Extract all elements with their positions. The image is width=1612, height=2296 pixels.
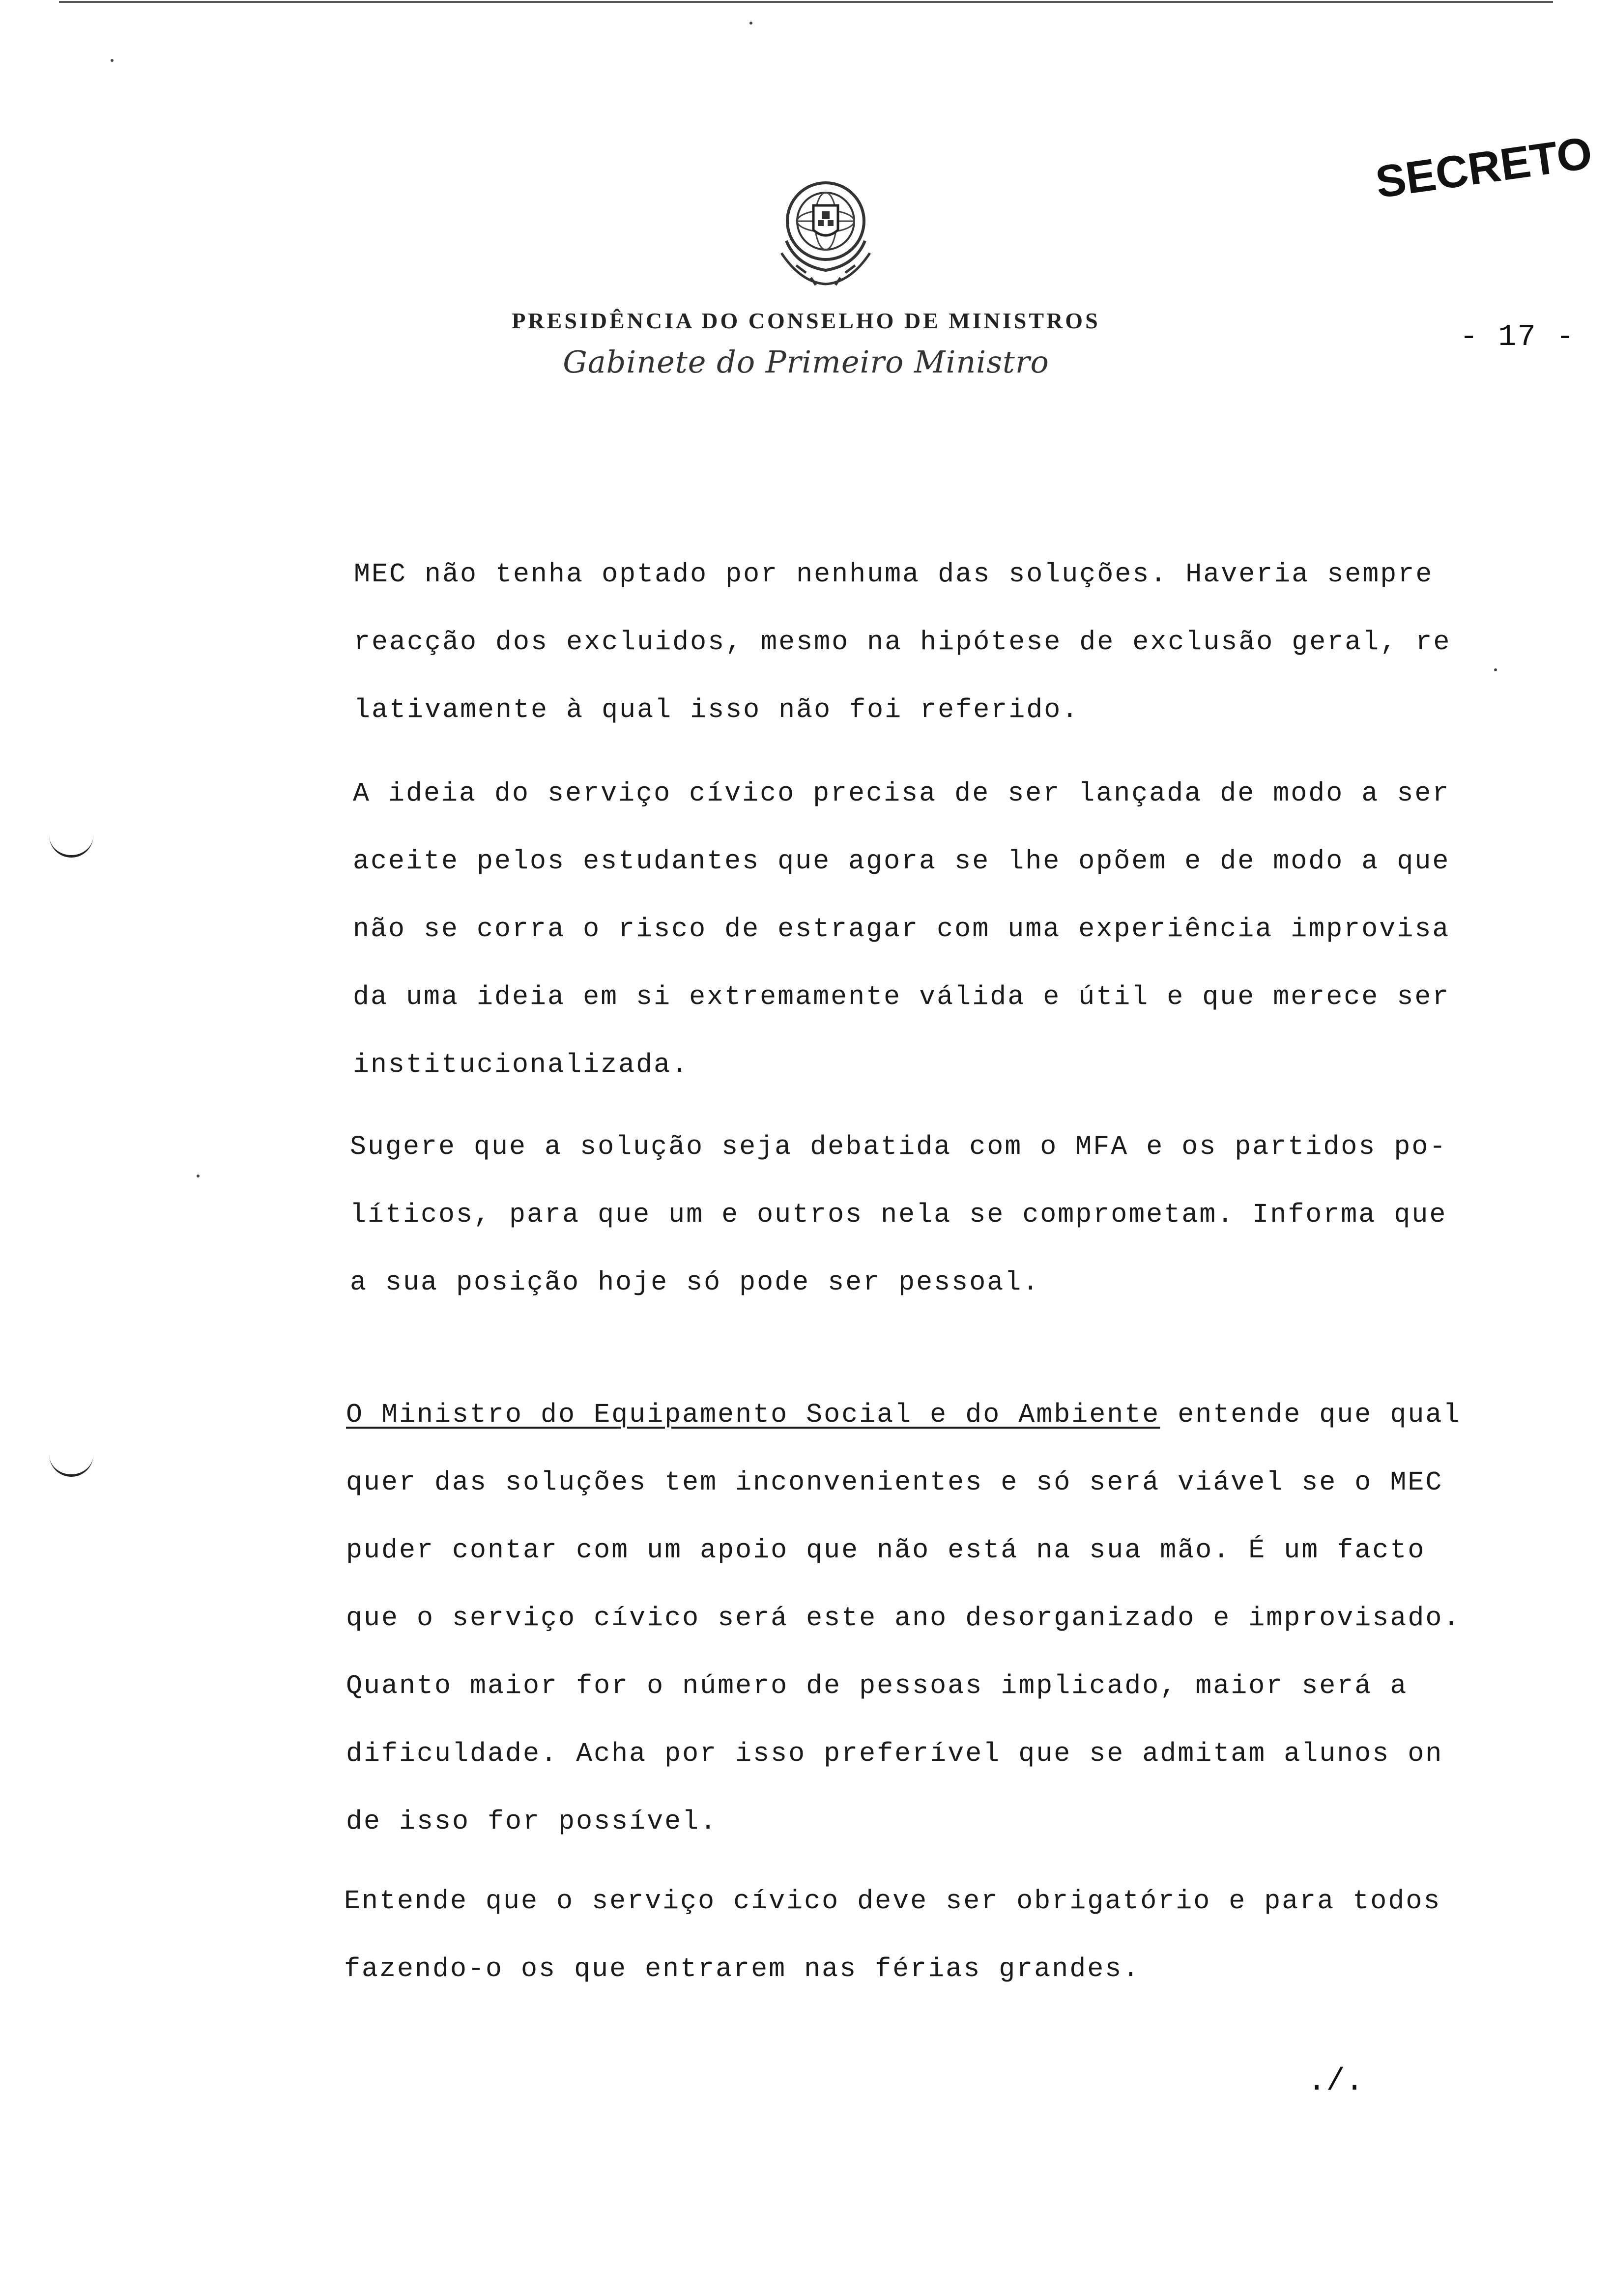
paragraph xyxy=(353,760,1450,1099)
text-line: lativamente à qual isso não foi referido. xyxy=(354,694,1080,725)
text-line: reacção dos excluidos, mesmo na hipótese de exclusão geral, re xyxy=(354,627,1451,658)
text-line: não se corra o risco de estragar com uma experiência improvisa xyxy=(353,914,1450,945)
speaker-name: O Ministro do Equipamento Social e do Ambiente xyxy=(346,1399,1160,1430)
paragraph xyxy=(354,541,1451,744)
text-line: Entende que o serviço cívico deve ser obrigatório e para todos xyxy=(344,1886,1441,1917)
text-line: a sua posição hoje só pode ser pessoal. xyxy=(350,1267,1040,1298)
text-line: dificuldade. Acha por isso preferível que se admitam alunos on xyxy=(346,1738,1443,1769)
text-fragment: entende que qual xyxy=(1160,1399,1461,1430)
scan-speck xyxy=(749,22,752,25)
scan-speck xyxy=(111,59,114,62)
office-subtitle: Gabinete do Primeiro Ministro xyxy=(563,344,1049,380)
top-border-line xyxy=(59,1,1553,3)
text-line: fazendo-o os que entrarem nas férias grandes. xyxy=(344,1953,1141,1984)
text-line: líticos, para que um e outros nela se comprometam. Informa que xyxy=(350,1199,1447,1230)
paragraph xyxy=(346,1381,1461,1856)
secret-stamp: SECRETO xyxy=(1372,127,1595,208)
text-line: Sugere que a solução seja debatida com o MFA e os partidos po- xyxy=(350,1131,1447,1162)
text-line: que o serviço cívico será este ano desorganizado e improvisado. xyxy=(346,1603,1461,1634)
text-line: aceite pelos estudantes que agora se lhe opõem e de modo a que xyxy=(353,846,1450,877)
margin-mark xyxy=(49,835,93,858)
text-line xyxy=(346,1381,1461,1449)
text-line: quer das soluções tem inconvenientes e só será viável se o MEC xyxy=(346,1467,1443,1498)
text-line: MEC não tenha optado por nenhuma das soluções. Haveria sempre xyxy=(354,559,1434,590)
coat-of-arms-emblem xyxy=(767,167,885,295)
scan-speck xyxy=(1494,668,1497,671)
page-number: - 17 - xyxy=(1460,319,1576,354)
text-line: puder contar com um apoio que não está na sua mão. É um facto xyxy=(346,1535,1426,1566)
text-line: institucionalizada. xyxy=(353,1049,690,1080)
paragraph xyxy=(344,1867,1441,2003)
text-line: Quanto maior for o número de pessoas implicado, maior será a xyxy=(346,1670,1408,1701)
paragraph xyxy=(350,1113,1447,1317)
margin-mark xyxy=(49,1455,93,1477)
institution-title: PRESIDÊNCIA DO CONSELHO DE MINISTROS xyxy=(512,308,1100,333)
continuation-mark: ./. xyxy=(1307,2064,1364,2099)
text-line: A ideia do serviço cívico precisa de ser lançada de modo a ser xyxy=(353,778,1450,809)
scan-speck xyxy=(197,1175,200,1177)
text-line: da uma ideia em si extremamente válida e útil e que merece ser xyxy=(353,981,1450,1012)
text-line: de isso for possível. xyxy=(346,1806,718,1837)
